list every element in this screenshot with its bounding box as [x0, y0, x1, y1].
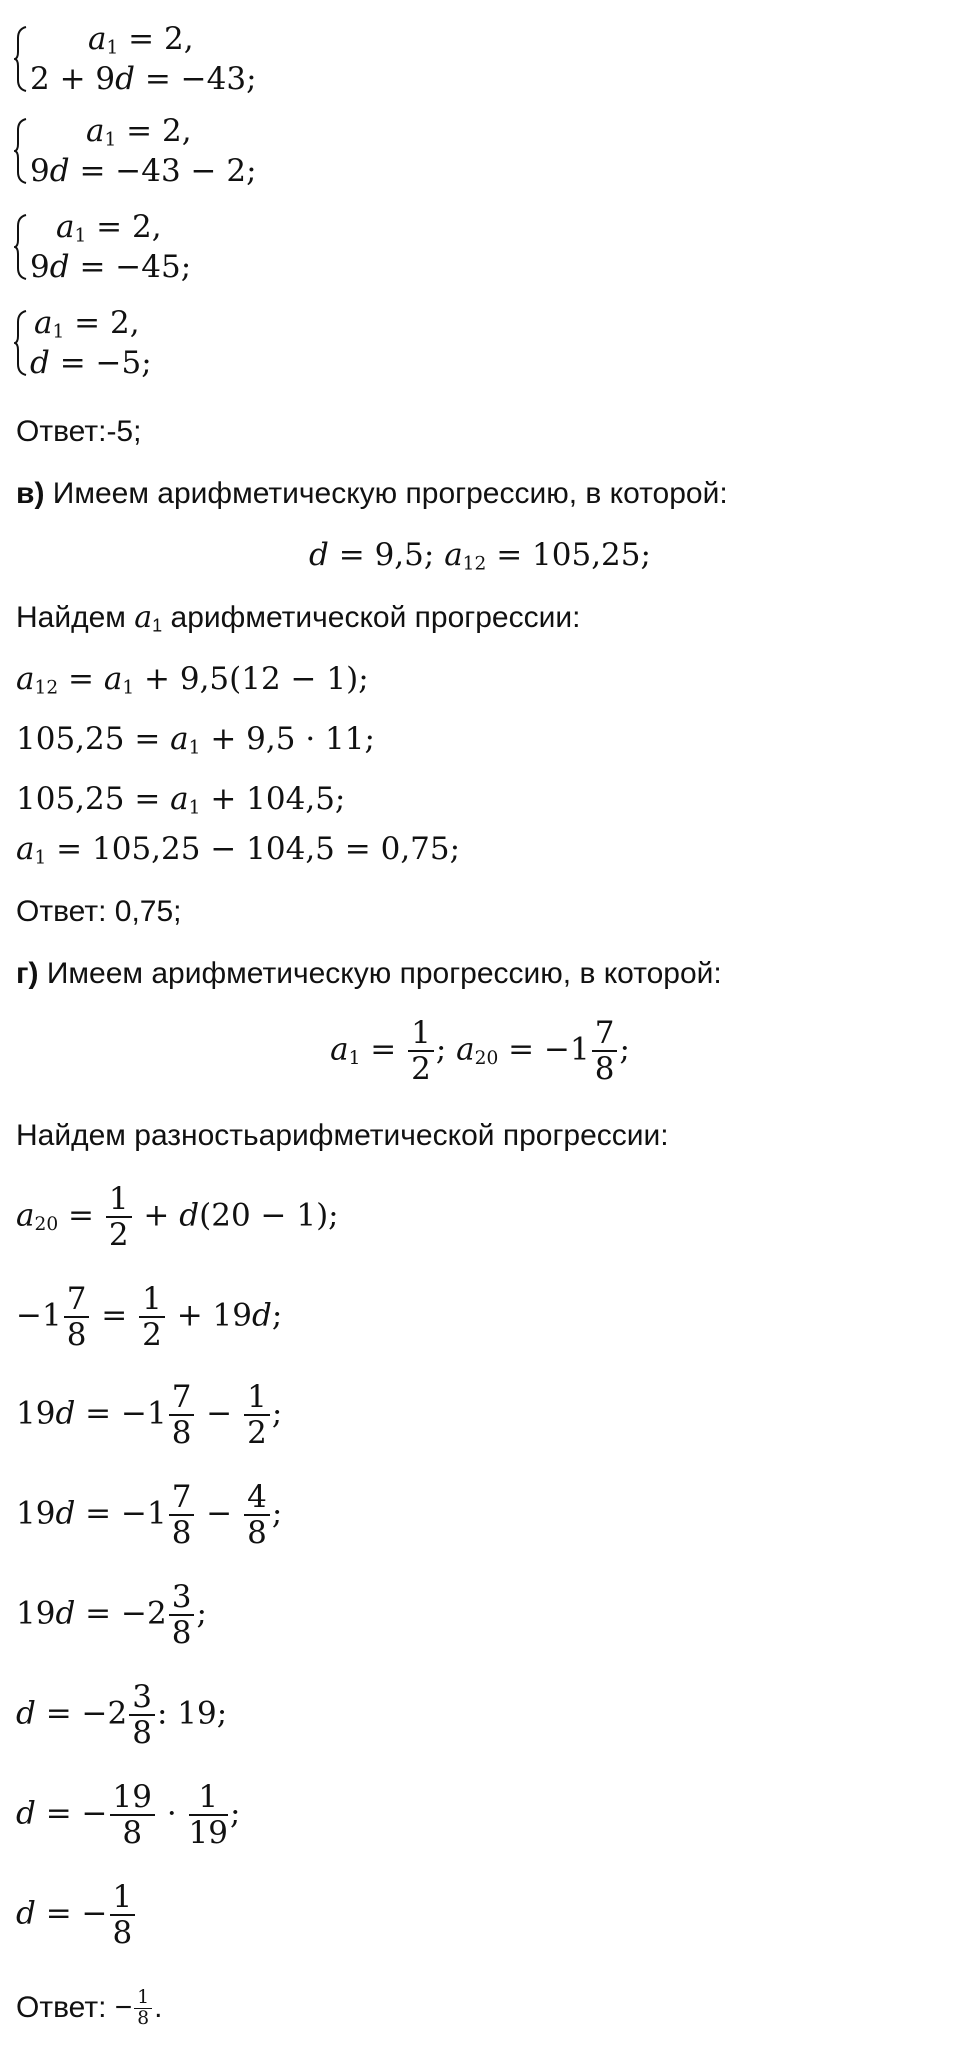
part-v-heading: в) Имеем арифметическую прогрессию, в которой: — [16, 477, 728, 510]
left-brace-icon — [14, 310, 24, 376]
part-g-step-2: −1 $\frac{7}{8}$ = $\frac{1}{2}$ + 19d; — [16, 1281, 283, 1354]
part-v-step-4: $a_1 = 105,25 - 104,5 = 0,75$; — [16, 831, 461, 869]
left-brace-icon — [14, 26, 24, 92]
part-g-find: Найдем разностьарифметической прогрессии: — [16, 1119, 669, 1152]
part-g-step-4: 19d = −1 $\frac{7}{8}$ − $\frac{4}{8}$ ; — [16, 1479, 283, 1552]
part-v-given: d = 9,5; $a_{12} = 105,25$; — [309, 537, 651, 575]
answer-v: Ответ: 0,75; — [16, 895, 182, 928]
part-g-label: г) — [16, 957, 39, 990]
part-v-find: Найдем $a_1$ арифметической прогрессии: — [16, 600, 581, 636]
part-g-step-7: d = − $\frac{19}{8}$ · $\frac{1}{19}$ ; — [16, 1779, 241, 1852]
part-g-step-3: 19d = −1 $\frac{7}{8}$ − $\frac{1}{2}$ ; — [16, 1379, 283, 1452]
part-g-step-6: d = −2 $\frac{3}{8}$ : 19; — [16, 1679, 228, 1752]
system-4-line-1: $a_1 = 2$, — [34, 305, 140, 343]
system-1-line-2: 2 + 9d = −43; — [30, 61, 257, 97]
part-v-step-1: $a_{12} = a_1 + 9,5(12 - 1)$; — [16, 661, 369, 699]
part-g-given: $a_1$ = $\frac{1}{2}$ ; $a_{20} = -1$ $\frac{7}{8}$ ; — [330, 1015, 630, 1088]
answer-b: Ответ:-5; — [16, 415, 142, 448]
left-brace-icon — [14, 214, 24, 280]
system-2-line-2: 9d = −43 − 2; — [30, 153, 257, 189]
system-4-line-2: d = −5; — [30, 345, 152, 381]
system-1-line-1: $a_1 = 2$, — [88, 21, 194, 59]
system-2-line-1: $a_1 = 2$, — [86, 113, 192, 151]
part-v-step-3: $105,25 = a_1 + 104,5$; — [16, 781, 346, 819]
system-3-line-1: $a_1 = 2$, — [56, 209, 162, 247]
left-brace-icon — [14, 118, 24, 184]
part-g-step-1: $a_{20}$ = $\frac{1}{2}$ + d(20 − 1); — [16, 1181, 339, 1254]
part-g-step-5: 19d = −2 $\frac{3}{8}$ ; — [16, 1579, 207, 1652]
part-g-heading: г) Имеем арифметическую прогрессию, в которой: — [16, 957, 722, 990]
part-v-step-2: $105,25 = a_1 + 9,5 \cdot 11$; — [16, 721, 375, 759]
part-g-step-8: d = − $\frac{1}{8}$ — [16, 1880, 137, 1950]
system-3-line-2: 9d = −45; — [30, 249, 192, 285]
part-v-label: в) — [16, 477, 45, 510]
answer-g: Ответ: − $\frac{1}{8}$ . — [16, 1987, 163, 2030]
